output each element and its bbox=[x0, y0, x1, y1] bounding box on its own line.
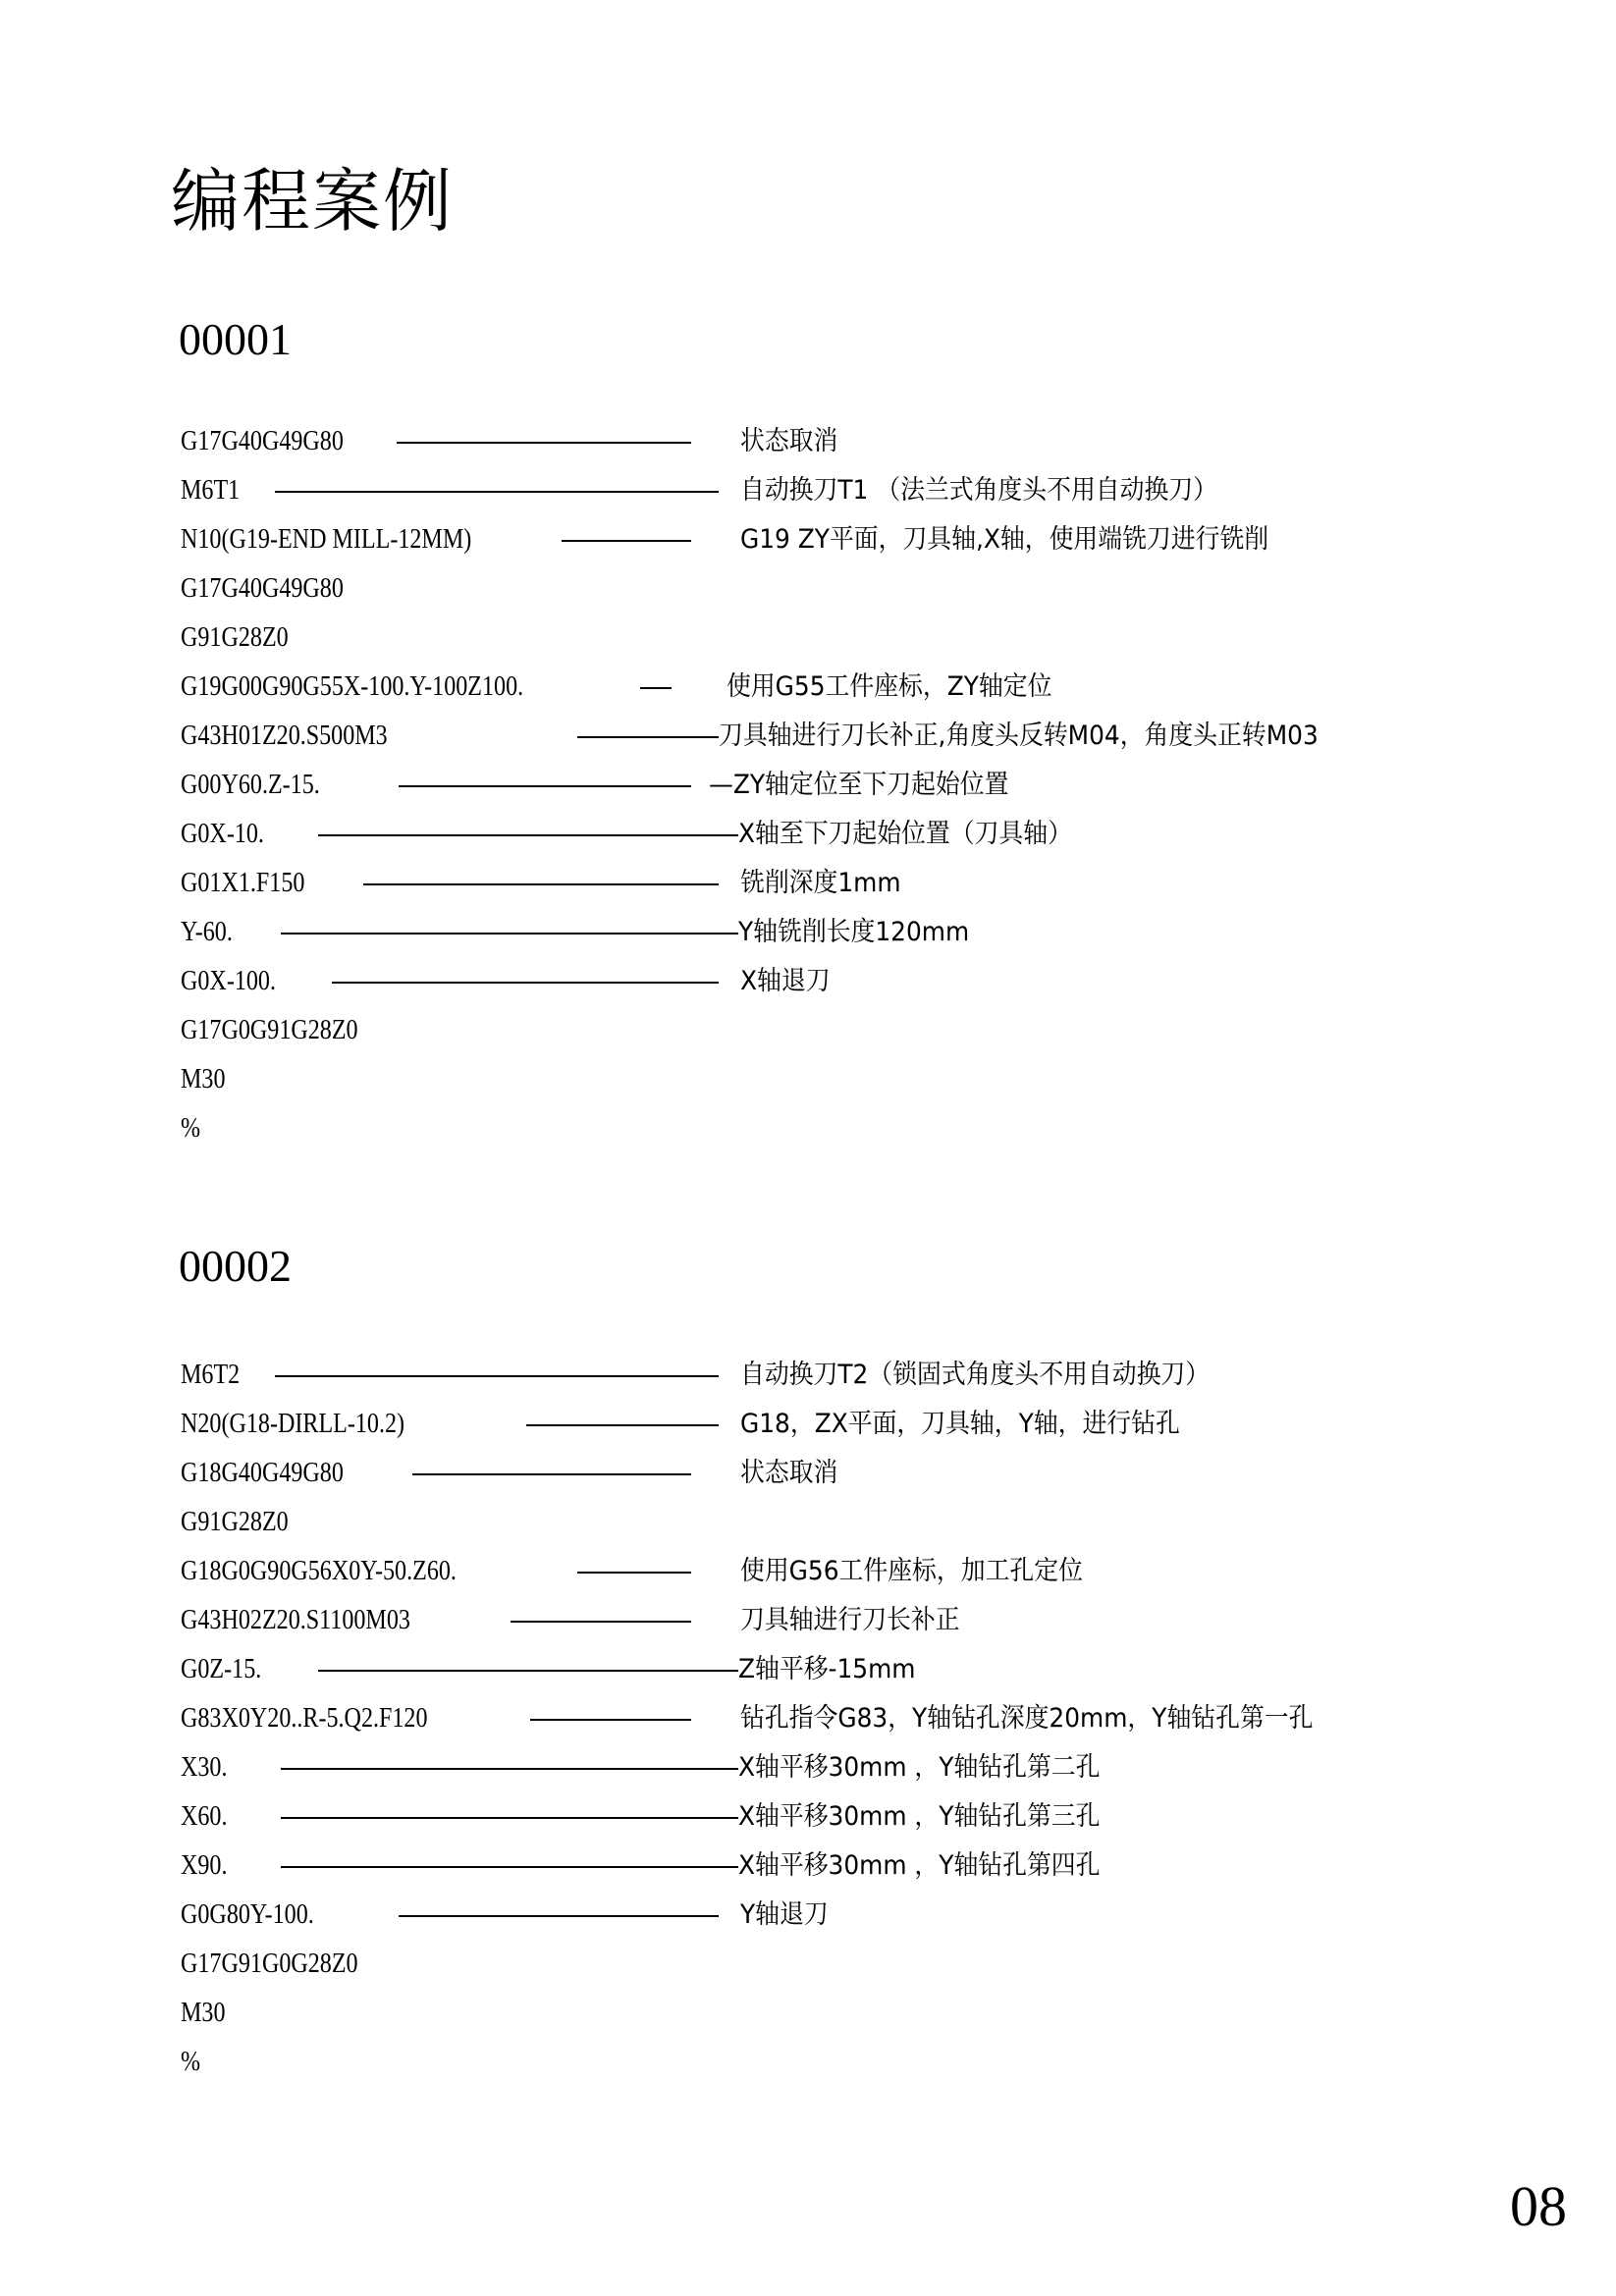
code-line bbox=[181, 712, 1319, 761]
code-line bbox=[181, 1104, 579, 1153]
code-comment: 刀具轴进行刀长补正 bbox=[740, 1605, 960, 1635]
gcode-text: G43H02Z20.S1100M03 bbox=[181, 1605, 410, 1635]
leader-dash bbox=[526, 1424, 719, 1426]
leader-dash bbox=[577, 736, 719, 738]
leader-dash bbox=[281, 1817, 738, 1819]
code-line bbox=[181, 1055, 579, 1104]
code-comment: Y轴退刀 bbox=[740, 1899, 829, 1930]
program-1-code-block bbox=[181, 417, 1319, 1153]
gcode-text: G19G00G90G55X-100.Y-100Z100. bbox=[181, 671, 524, 702]
code-comment: 状态取消 bbox=[740, 426, 838, 456]
gcode-text: G18G40G49G80 bbox=[181, 1458, 344, 1488]
gcode-text: G17G0G91G28Z0 bbox=[181, 1015, 358, 1045]
code-line bbox=[181, 1596, 960, 1645]
code-line bbox=[181, 466, 1218, 515]
gcode-text: G01X1.F150 bbox=[181, 868, 305, 898]
gcode-text: G17G40G49G80 bbox=[181, 426, 344, 456]
gcode-text: G91G28Z0 bbox=[181, 622, 289, 653]
leader-dash bbox=[562, 540, 691, 542]
gcode-text: X90. bbox=[181, 1850, 228, 1881]
leader-dash bbox=[363, 883, 719, 885]
gcode-text: Y-60. bbox=[181, 917, 233, 947]
gcode-text: M6T2 bbox=[181, 1360, 241, 1390]
gcode-text: N10(G19-END MILL-12MM) bbox=[181, 524, 472, 555]
code-comment: X轴至下刀起始位置（刀具轴） bbox=[738, 819, 1072, 849]
code-line bbox=[181, 810, 1072, 859]
gcode-text: M30 bbox=[181, 1064, 226, 1095]
gcode-text: G17G40G49G80 bbox=[181, 573, 344, 604]
gcode-text: G00Y60.Z-15. bbox=[181, 770, 320, 800]
gcode-text: % bbox=[181, 2047, 201, 2077]
leader-dash bbox=[332, 982, 719, 984]
code-comment: 刀具轴进行刀长补正,角度头反转M04，角度头正转M03 bbox=[719, 721, 1319, 751]
code-line bbox=[181, 761, 1009, 810]
code-line bbox=[181, 1498, 502, 1547]
code-line bbox=[181, 1842, 1101, 1891]
program-2-code-block bbox=[181, 1351, 1314, 2087]
code-comment: Z轴平移-15mm bbox=[738, 1654, 916, 1684]
leader-dash bbox=[281, 1768, 738, 1770]
code-line bbox=[181, 663, 1052, 712]
leader-dash bbox=[318, 1670, 738, 1672]
leader-dash bbox=[640, 687, 672, 689]
program-1-heading: 00001 bbox=[179, 314, 292, 364]
code-comment: 铣削深度1mm bbox=[740, 868, 901, 898]
program-2-heading: 00002 bbox=[179, 1241, 292, 1291]
leader-dash bbox=[511, 1621, 691, 1623]
code-line bbox=[181, 515, 1269, 564]
gcode-text: M6T1 bbox=[181, 475, 241, 506]
page-number: 08 bbox=[1510, 2174, 1567, 2238]
code-comment: X轴平移30mm ，Y轴钻孔第二孔 bbox=[738, 1752, 1101, 1783]
code-line bbox=[181, 957, 831, 1006]
code-comment: X轴平移30mm ，Y轴钻孔第四孔 bbox=[738, 1850, 1101, 1881]
code-comment: 钻孔指令G83，Y轴钻孔深度20mm，Y轴钻孔第一孔 bbox=[740, 1703, 1314, 1734]
code-line bbox=[181, 1743, 1101, 1792]
gcode-text: G0X-100. bbox=[181, 966, 276, 996]
gcode-text: G0X-10. bbox=[181, 819, 264, 849]
gcode-text: X30. bbox=[181, 1752, 228, 1783]
code-line bbox=[181, 564, 579, 614]
code-line bbox=[181, 908, 970, 957]
code-comment: Y轴铣削长度120mm bbox=[738, 917, 970, 947]
code-comment: 自动换刀T2（锁固式角度头不用自动换刀） bbox=[740, 1360, 1211, 1390]
leader-dash bbox=[399, 785, 691, 787]
code-line bbox=[181, 1645, 916, 1694]
code-comment: G18，ZX平面，刀具轴，Y轴，进行钻孔 bbox=[740, 1409, 1180, 1439]
code-line bbox=[181, 1400, 1180, 1449]
code-line bbox=[181, 1449, 838, 1498]
code-comment: 自动换刀T1 （法兰式角度头不用自动换刀） bbox=[740, 475, 1218, 506]
code-line bbox=[181, 1006, 579, 1055]
code-line bbox=[181, 614, 579, 663]
gcode-text: G17G91G0G28Z0 bbox=[181, 1949, 358, 1979]
gcode-text: % bbox=[181, 1113, 201, 1144]
code-comment: —ZY轴定位至下刀起始位置 bbox=[709, 770, 1009, 800]
leader-dash bbox=[397, 442, 691, 444]
code-line bbox=[181, 1694, 1314, 1743]
code-comment: 使用G55工件座标，ZY轴定位 bbox=[727, 671, 1052, 702]
leader-dash bbox=[530, 1719, 691, 1721]
gcode-text: M30 bbox=[181, 1998, 226, 2028]
gcode-text: G0G80Y-100. bbox=[181, 1899, 314, 1930]
leader-dash bbox=[275, 491, 719, 493]
leader-dash bbox=[412, 1473, 691, 1475]
gcode-text: G91G28Z0 bbox=[181, 1507, 289, 1537]
leader-dash bbox=[281, 1866, 738, 1868]
code-line bbox=[181, 859, 901, 908]
gcode-text: G0Z-15. bbox=[181, 1654, 262, 1684]
code-line bbox=[181, 1792, 1101, 1842]
code-line bbox=[181, 1940, 502, 1989]
code-comment: 使用G56工件座标，加工孔定位 bbox=[740, 1556, 1083, 1586]
code-comment: X轴平移30mm ，Y轴钻孔第三孔 bbox=[738, 1801, 1101, 1832]
leader-dash bbox=[281, 933, 738, 934]
gcode-text: G83X0Y20..R-5.Q2.F120 bbox=[181, 1703, 428, 1734]
code-comment: G19 ZY平面，刀具轴,X轴，使用端铣刀进行铣削 bbox=[740, 524, 1269, 555]
leader-dash bbox=[318, 834, 738, 836]
gcode-text: X60. bbox=[181, 1801, 228, 1832]
code-line bbox=[181, 1989, 502, 2038]
code-line bbox=[181, 1891, 829, 1940]
code-comment: 状态取消 bbox=[740, 1458, 838, 1488]
gcode-text: G18G0G90G56X0Y-50.Z60. bbox=[181, 1556, 457, 1586]
leader-dash bbox=[577, 1572, 691, 1574]
leader-dash bbox=[275, 1375, 719, 1377]
page-title: 编程案例 bbox=[171, 161, 454, 241]
gcode-text: N20(G18-DIRLL-10.2) bbox=[181, 1409, 405, 1439]
code-line bbox=[181, 1547, 1083, 1596]
gcode-text: G43H01Z20.S500M3 bbox=[181, 721, 388, 751]
leader-dash bbox=[399, 1915, 719, 1917]
code-line bbox=[181, 417, 838, 466]
code-comment: X轴退刀 bbox=[740, 966, 831, 996]
code-line bbox=[181, 2038, 502, 2087]
code-line bbox=[181, 1351, 1211, 1400]
